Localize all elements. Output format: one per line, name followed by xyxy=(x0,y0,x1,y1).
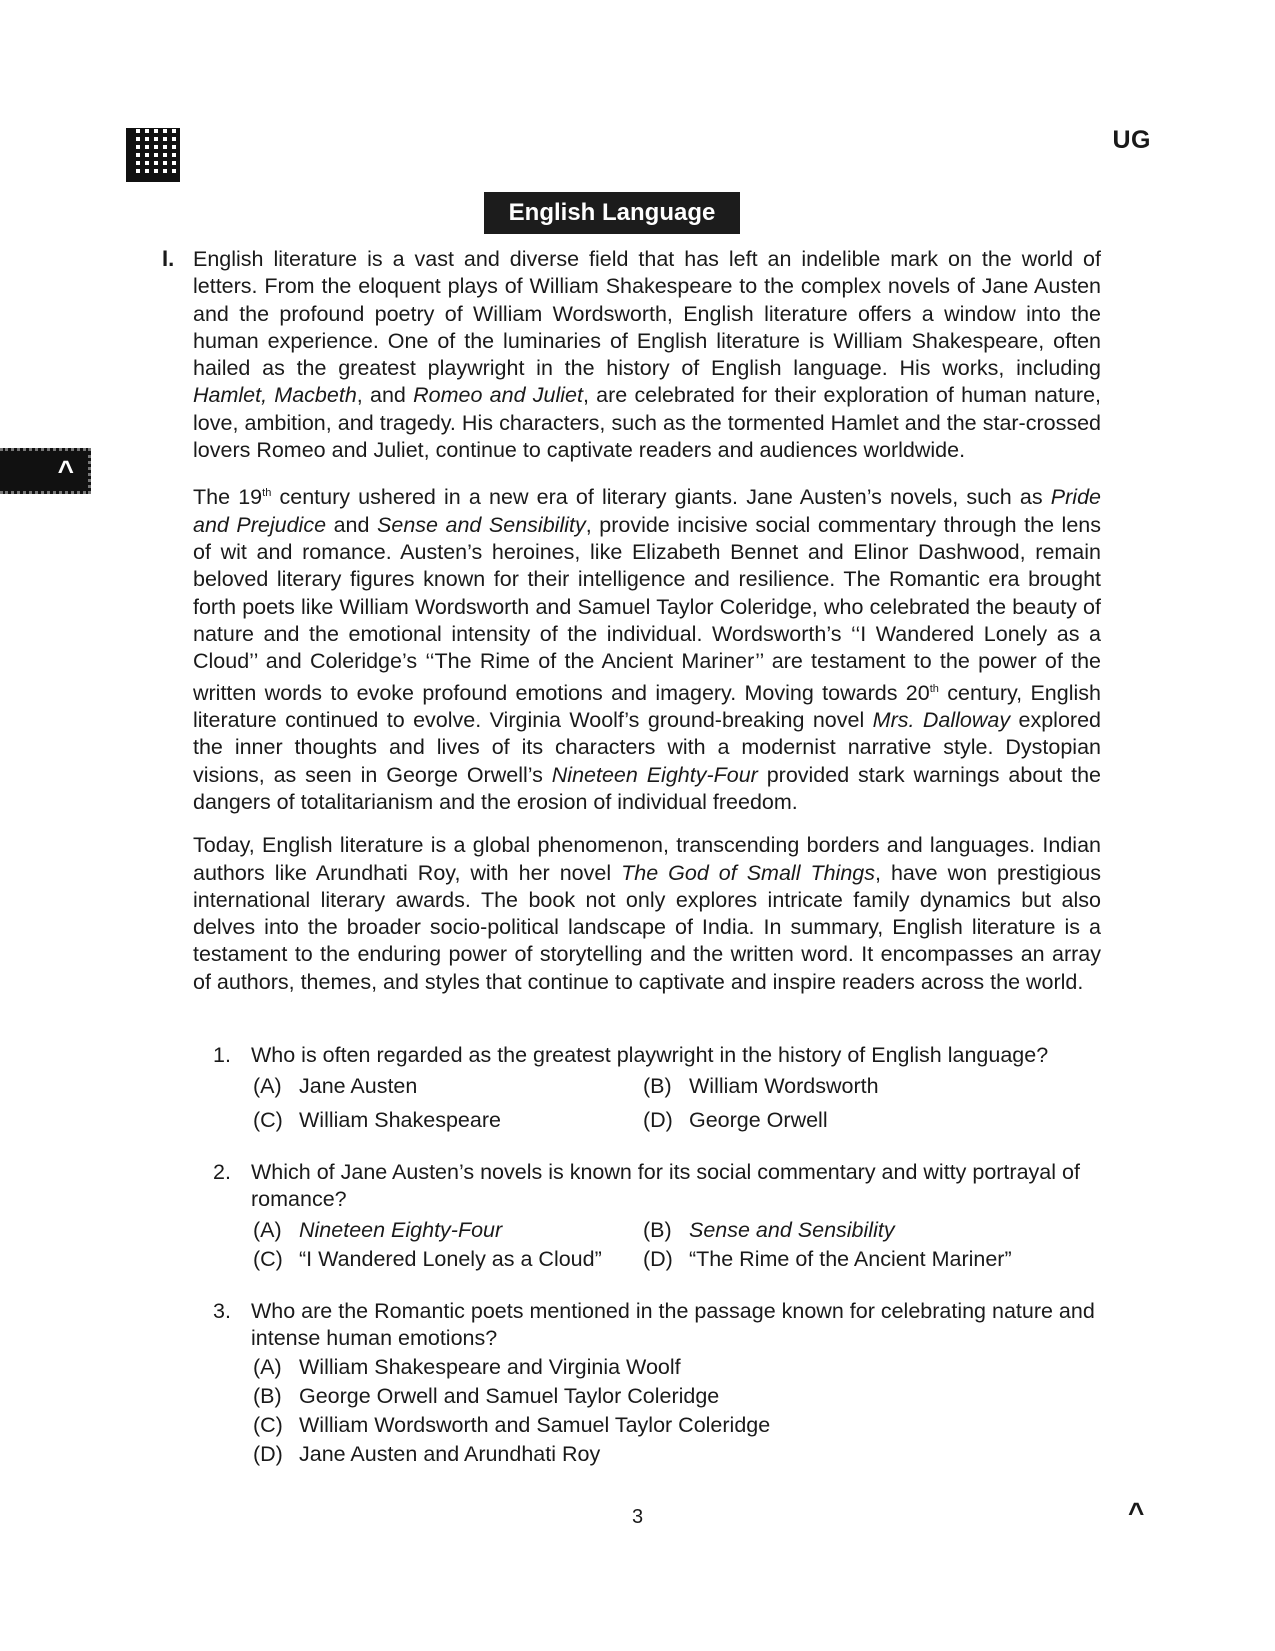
option-a[interactable]: (A) Nineteen Eighty-Four xyxy=(253,1218,503,1242)
question-text: Who are the Romantic poets mentioned in the passage known for celebrating nature and intense human emotions? xyxy=(251,1299,1095,1350)
question-text: Who is often regarded as the greatest playwright in the history of English language? xyxy=(251,1043,1049,1067)
question-2 xyxy=(213,1159,1101,1273)
option-c[interactable]: (C) “I Wandered Lonely as a Cloud” xyxy=(253,1247,602,1271)
option-b[interactable]: (B) George Orwell and Samuel Taylor Coleridge xyxy=(253,1384,720,1408)
option-c[interactable]: (C) William Shakespeare xyxy=(253,1108,501,1132)
corner-caret-marker: ^ xyxy=(1128,1497,1145,1528)
passage-paragraph-2: The 19th century ushered in a new era of literary giants. Jane Austen’s novels, such as Pride and Prejudice and Sense and Sensibility, provide incisive social commentary through the lens of wit and romance. Austen’s heroines, like Elizabeth Bennet and Elinor Dashwood, remain beloved literary figures known for their intelligence and resilience. The Romantic era brought forth poets like William Wordsworth and Samuel Taylor Coleridge, who celebrated the beauty of nature and the emotional intensity of the individual. Wordsworth’s ‘‘I Wandered Lonely as a Cloud’’ and Coleridge’s ‘‘The Rime of the Ancient Mariner’’ are testament to the power of the written words to evoke profound emotions and imagery. Moving towards 20th century, English literature continued to evolve. Virginia Woolf’s ground-breaking novel Mrs. Dalloway explored the inner thoughts and lives of its characters with a modernist narrative style. Dystopian visions, as seen in George Orwell’s Nineteen Eighty-Four provided stark warnings about the dangers of totalitarianism and the erosion of individual freedom. xyxy=(193,485,1102,814)
paper-code: UG xyxy=(1112,126,1151,154)
reading-passage xyxy=(193,246,1101,1012)
question-list xyxy=(213,1042,1101,1485)
question-text: Which of Jane Austen’s novels is known for its social commentary and witty portrayal of romance? xyxy=(251,1160,1080,1211)
option-d[interactable]: (D) George Orwell xyxy=(643,1108,828,1132)
option-b[interactable]: (B) William Wordsworth xyxy=(643,1074,879,1098)
question-number: 1. xyxy=(213,1043,231,1067)
question-number: 3. xyxy=(213,1299,231,1323)
option-a[interactable]: (A) Jane Austen xyxy=(253,1074,418,1098)
passage-paragraph-3: Today, English literature is a global phenomenon, transcending borders and languages. Indian authors like Arundhati Roy, with her novel The God of Small Things, have won prestigious international literary awards. The book not only explores intricate family dynamics but also delves into the broader socio-political landscape of India. In summary, English literature is a testament to the enduring power of storytelling and the written word. It encompasses an array of authors, themes, and styles that continue to captivate and inspire readers across the world. xyxy=(193,833,1101,994)
option-d[interactable]: (D) Jane Austen and Arundhati Roy xyxy=(253,1442,601,1466)
passage-paragraph-1: English literature is a vast and diverse field that has left an indelible mark on the world of letters. From the eloquent plays of William Shakespeare to the complex novels of Jane Austen and the profound poetry of William Wordsworth, English literature offers a window into the human experience. One of the luminaries of English literature is William Shakespeare, often hailed as the greatest playwright in the history of English language. His works, including Hamlet, Macbeth, and Romeo and Juliet, are celebrated for their exploration of human nature, love, ambition, and tragedy. His characters, such as the tormented Hamlet and the star-crossed lovers Romeo and Juliet, continue to captivate readers and audiences worldwide. xyxy=(193,247,1102,463)
option-c[interactable]: (C) William Wordsworth and Samuel Taylor Coleridge xyxy=(253,1413,771,1437)
passage-label: I. xyxy=(162,246,175,271)
question-1 xyxy=(213,1042,1101,1134)
page-number: 3 xyxy=(631,1506,644,1528)
side-caret-marker: ^ xyxy=(0,448,91,494)
section-title: English Language xyxy=(484,192,740,234)
question-3 xyxy=(213,1298,1101,1468)
option-a[interactable]: (A) William Shakespeare and Virginia Woolf xyxy=(253,1355,681,1379)
datamatrix-barcode-icon xyxy=(126,128,180,182)
question-number: 2. xyxy=(213,1160,231,1184)
option-b[interactable]: (B) Sense and Sensibility xyxy=(643,1218,895,1242)
option-d[interactable]: (D) “The Rime of the Ancient Mariner” xyxy=(643,1247,1012,1271)
